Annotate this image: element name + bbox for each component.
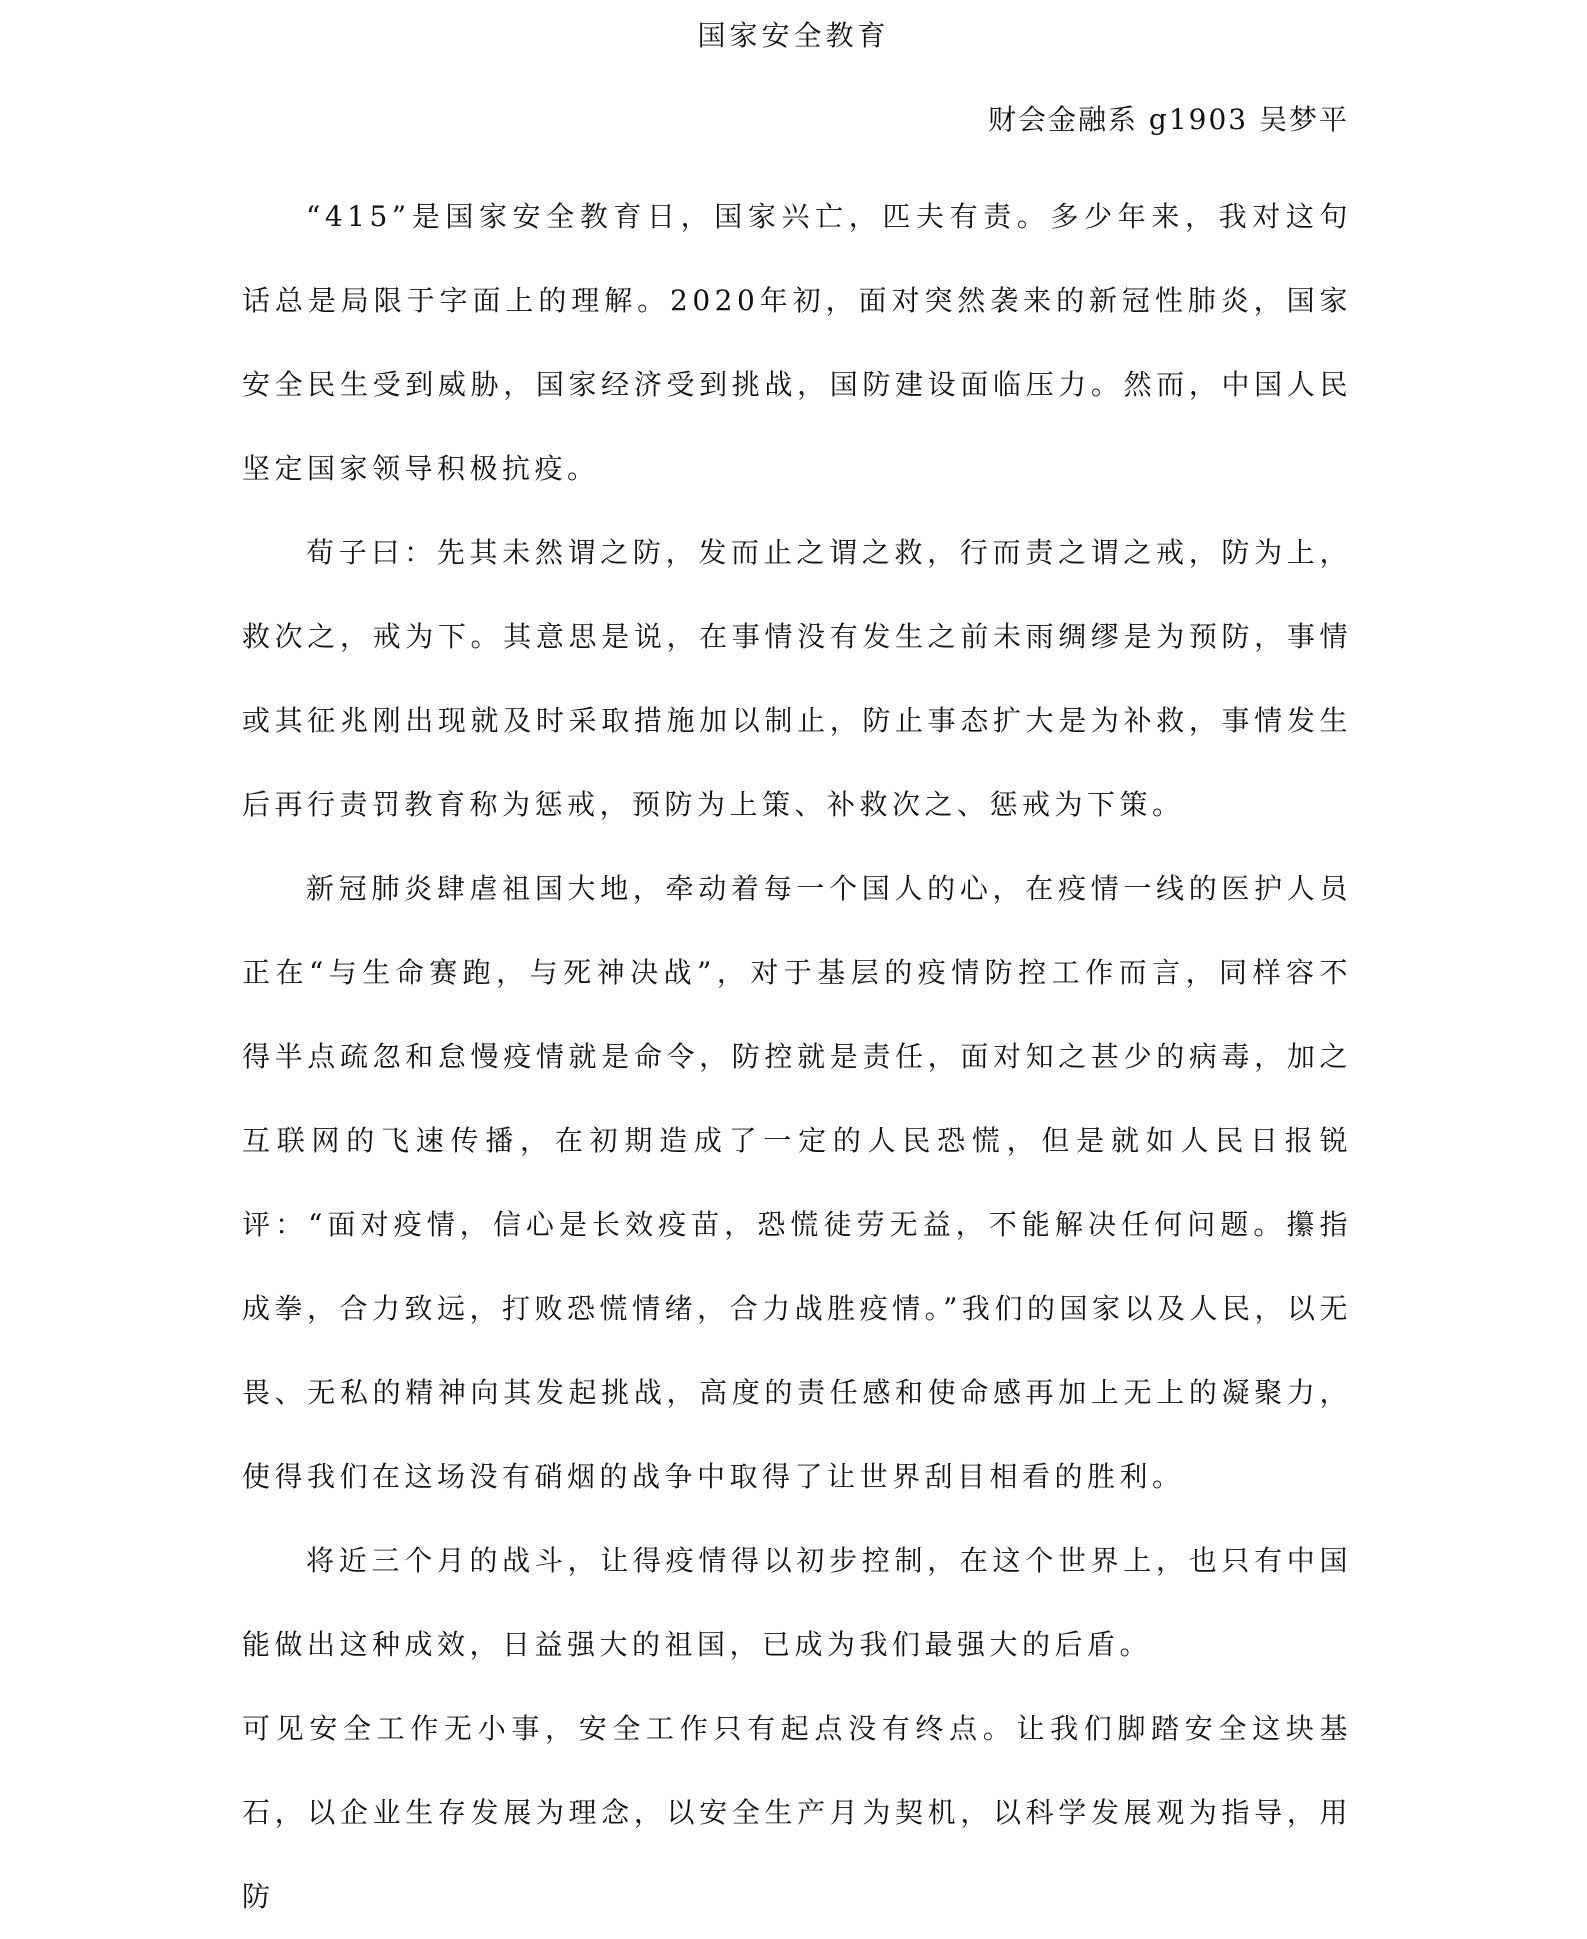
document-author: 财会金融系 g1903 吴梦平 (988, 103, 1349, 136)
paragraph-5: 可见安全工作无小事，安全工作只有起点没有终点。让我们脚踏安全这块基石，以企业生存发展为理念，以安全生产月为契机，以科学发展观为指导，用防 (242, 1712, 1352, 1913)
paragraph-1: “415”是国家安全教育日，国家兴亡，匹夫有责。多少年来，我对这句话总是局限于字面上的理解。2020年初，面对突然袭来的新冠性肺炎，国家安全民生受到威胁，国家经济受到挑战，国防建设面临压力。然而，中国人民坚定国家领导积极抗疫。 (242, 200, 1352, 485)
document-title: 国家安全教育 (697, 19, 890, 52)
paragraph-3: 新冠肺炎肆虐祖国大地，牵动着每一个国人的心，在疫情一线的医护人员正在“与生命赛跑，与死神决战”，对于基层的疫情防控工作而言，同样容不得半点疏忽和怠慢疫情就是命令，防控就是责任，面对知之甚少的病毒，加之互联网的飞速传播，在初期造成了一定的人民恐慌，但是就如人民日报锐评：“面对疫情，信心是长效疫苗，恐慌徒劳无益，不能解决任何问题。攥指成拳，合力致远，打败恐慌情绪，合力战胜疫情。”我们的国家以及人民，以无畏、无私的精神向其发起挑战，高度的责任感和使命感再加上无上的凝聚力，使得我们在这场没有硝烟的战争中取得了让世界刮目相看的胜利。 (242, 872, 1352, 1493)
paragraph-4: 将近三个月的战斗，让得疫情得以初步控制，在这个世界上，也只有中国能做出这种成效，日益强大的祖国，已成为我们最强大的后盾。 (242, 1544, 1352, 1661)
paragraph-2: 荀子曰：先其未然谓之防，发而止之谓之救，行而责之谓之戒，防为上，救次之，戒为下。其意思是说，在事情没有发生之前未雨绸缪是为预防，事情或其征兆刚出现就及时采取措施加以制止，防止事态扩大是为补救，事情发生后再行责罚教育称为惩戒，预防为上策、补救次之、惩戒为下策。 (242, 536, 1352, 821)
document-body (242, 175, 1352, 1939)
